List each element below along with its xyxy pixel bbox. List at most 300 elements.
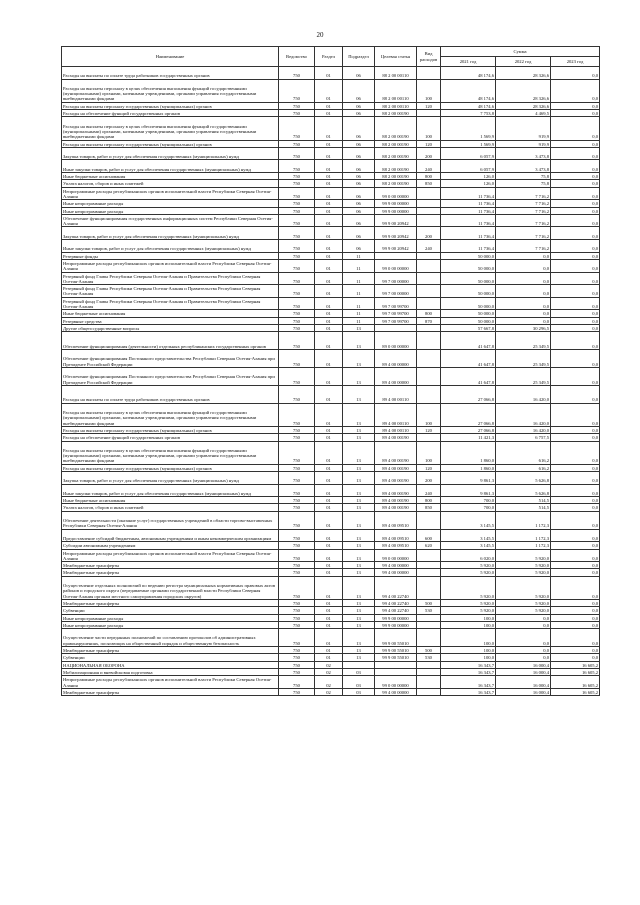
cell-2023: 16 605,2 [551,668,600,675]
cell-2021: 9 861,3 [441,484,496,497]
cell-2023: 0,0 [551,621,600,628]
table-row [62,621,600,628]
cell-target: 99 0 00 00000 [375,259,417,272]
cell-2022: 16 000,4 [496,661,551,668]
cell-section: 01 [315,367,343,385]
cell-subsection: 13 [343,562,375,569]
cell-dept: 750 [279,147,315,160]
cell-section: 01 [315,403,343,426]
cell-2023: 0,0 [551,385,600,403]
cell-section: 01 [315,240,343,253]
cell-expense-type [417,385,441,403]
cell-2021: 41 647,8 [441,332,496,350]
cell-target: 99 9 00 55010 [375,629,417,647]
cell-target: 99 9 00 20942 [375,214,417,227]
cell-expense-type: 200 [417,227,441,240]
table-row [62,297,600,310]
cell-target: 89 4 00 00110 [375,403,417,426]
table-row [62,187,600,200]
cell-2021: 1 860,0 [441,464,496,471]
cell-2022: 919,9 [496,117,551,140]
cell-subsection: 06 [343,117,375,140]
cell-name: Обеспечение функционирования Постоянного представительства Республики Северная Осетия-Алания при Президенте Российской Федерации [62,350,279,368]
cell-2021: 3 145,5 [441,542,496,549]
cell-expense-type: 100 [417,79,441,102]
cell-subsection: 11 [343,317,375,324]
cell-subsection [343,661,375,668]
cell-2022: 5 920,0 [496,576,551,599]
table-row [62,607,600,614]
cell-2021: 126,0 [441,180,496,187]
table-row [62,173,600,180]
cell-name: Осуществление отдельных полномочий по ведению регистра муниципальных нормативных правовых актов районов и городского округа (передаваемые органами государственной власти Республики Северная Осетия-Алания органам местного самоуправления городских округов) [62,576,279,599]
header-name: Наименование [62,47,279,67]
cell-2022: 16 420,0 [496,385,551,403]
cell-2023: 0,0 [551,629,600,647]
cell-target: 99 0 00 00000 [375,187,417,200]
table-row [62,504,600,511]
cell-subsection: 13 [343,464,375,471]
cell-2023: 0,0 [551,259,600,272]
cell-expense-type: 100 [417,441,441,464]
header-sum: Сумма [441,47,600,57]
cell-section: 01 [315,599,343,606]
cell-expense-type [417,272,441,285]
cell-expense-type [417,668,441,675]
page-number: 20 [316,31,324,39]
cell-2022: 6 757,5 [496,434,551,441]
cell-2023: 0,0 [551,472,600,485]
cell-section: 01 [315,464,343,471]
cell-2023: 0,0 [551,252,600,259]
budget-table [61,46,600,696]
cell-expense-type [417,434,441,441]
cell-2022: 0,0 [496,285,551,298]
cell-2021: 48 174,6 [441,67,496,80]
cell-name: Межбюджетные трансферты [62,688,279,695]
cell-subsection: 13 [343,472,375,485]
cell-dept: 750 [279,576,315,599]
table-row [62,317,600,324]
cell-section: 01 [315,621,343,628]
cell-dept: 750 [279,403,315,426]
cell-target: 99 9 00 00000 [375,200,417,207]
header-target: Целевая статья [375,47,417,67]
cell-subsection: 13 [343,542,375,549]
cell-name: Иные непрограммные расходы [62,207,279,214]
cell-target: 99 9 00 00000 [375,207,417,214]
table-row [62,676,600,689]
cell-expense-type [417,562,441,569]
cell-target: 89 4 00 09510 [375,529,417,542]
cell-name: Расходы на обеспечение функций государственных органов [62,434,279,441]
cell-2022: 616,2 [496,464,551,471]
cell-2022: 0,0 [496,654,551,661]
cell-2023: 0,0 [551,614,600,621]
cell-2023: 16 605,2 [551,661,600,668]
cell-subsection: 13 [343,599,375,606]
cell-target: 89 4 00 09510 [375,542,417,549]
cell-subsection: 13 [343,385,375,403]
table-row [62,668,600,675]
cell-2022: 0,0 [496,614,551,621]
cell-subsection: 13 [343,569,375,576]
cell-target: 88 2 00 00190 [375,147,417,160]
cell-section: 01 [315,317,343,324]
cell-subsection: 06 [343,110,375,117]
cell-dept: 750 [279,259,315,272]
cell-dept: 750 [279,200,315,207]
cell-subsection: 13 [343,511,375,529]
cell-2023: 16 605,2 [551,676,600,689]
cell-name: Иные закупки товаров, работ и услуг для обеспечения государственных (муниципальных) нужд [62,240,279,253]
cell-name: Расходы на обеспечение функций государственных органов [62,110,279,117]
cell-expense-type [417,187,441,200]
cell-2021: 100,0 [441,621,496,628]
cell-section: 01 [315,497,343,504]
table-row [62,497,600,504]
cell-2021: 27 066,8 [441,426,496,433]
cell-2022: 919,9 [496,140,551,147]
cell-2023: 0,0 [551,147,600,160]
cell-name: Обеспечение деятельности (оказание услуг) государственных учреждений в области торгово-выставочных Республики Северная Осетия-Алания [62,511,279,529]
table-row [62,569,600,576]
cell-dept: 750 [279,647,315,654]
table-row [62,562,600,569]
table-row [62,214,600,227]
cell-2023: 0,0 [551,332,600,350]
cell-2023: 0,0 [551,297,600,310]
cell-2023: 0,0 [551,272,600,285]
cell-2021: 50 000,0 [441,285,496,298]
table-row [62,441,600,464]
cell-2022: 5 920,0 [496,549,551,562]
table-row [62,117,600,140]
cell-section: 01 [315,607,343,614]
cell-2022: 16 000,4 [496,676,551,689]
cell-dept: 750 [279,688,315,695]
cell-2022: 16 000,4 [496,688,551,695]
cell-target: 99 4 00 00000 [375,562,417,569]
cell-subsection: 06 [343,200,375,207]
cell-2021: 3 145,5 [441,511,496,529]
cell-expense-type [417,252,441,259]
cell-dept: 750 [279,252,315,259]
cell-dept: 750 [279,173,315,180]
cell-target [375,252,417,259]
cell-section: 01 [315,549,343,562]
cell-2022: 75,8 [496,180,551,187]
cell-subsection: 13 [343,549,375,562]
cell-subsection: 11 [343,297,375,310]
cell-2022: 7 716,2 [496,187,551,200]
cell-expense-type [417,629,441,647]
cell-section: 01 [315,110,343,117]
cell-name: Осуществление части переданных полномочий по составлению протоколов об административных правонарушениях, посягающих на общественный порядок и общественную безопасность [62,629,279,647]
cell-section: 01 [315,324,343,331]
cell-expense-type [417,688,441,695]
cell-subsection: 13 [343,332,375,350]
cell-subsection: 06 [343,147,375,160]
cell-target: 99 4 00 00000 [375,569,417,576]
cell-target: 99 0 00 00000 [375,676,417,689]
cell-expense-type [417,259,441,272]
cell-2023: 0,0 [551,569,600,576]
table-row [62,385,600,403]
header-section: Раздел [315,47,343,67]
cell-2022: 3 473,8 [496,147,551,160]
cell-2023: 0,0 [551,511,600,529]
cell-2022: 0,0 [496,629,551,647]
cell-2023: 0,0 [551,441,600,464]
cell-dept: 750 [279,102,315,109]
cell-2023: 0,0 [551,200,600,207]
cell-2022: 0,0 [496,647,551,654]
cell-2023: 0,0 [551,79,600,102]
cell-subsection: 13 [343,403,375,426]
table-row [62,207,600,214]
header-2022: 2022 год [496,57,551,67]
cell-expense-type [417,576,441,599]
cell-expense-type: 120 [417,140,441,147]
cell-2021: 57 667,8 [441,324,496,331]
cell-name: Непрограммные расходы республиканских органов исполнительной власти Республики Северная Осетия-Алания [62,259,279,272]
cell-subsection: 13 [343,484,375,497]
cell-name: Субсидии автономным учреждениям [62,542,279,549]
header-subsection: Подраздел [343,47,375,67]
cell-target: 89 4 00 00110 [375,385,417,403]
cell-2023: 0,0 [551,367,600,385]
cell-dept: 750 [279,285,315,298]
cell-2021: 48 174,6 [441,79,496,102]
cell-2021: 1 569,9 [441,117,496,140]
cell-2023: 16 605,2 [551,688,600,695]
cell-target: 89 4 00 00190 [375,497,417,504]
cell-expense-type [417,207,441,214]
cell-dept: 750 [279,529,315,542]
cell-section: 01 [315,79,343,102]
table-row [62,511,600,529]
cell-subsection: 06 [343,102,375,109]
cell-2021: 6 020,0 [441,549,496,562]
cell-section: 01 [315,614,343,621]
cell-name: Закупка товаров, работ и услуг для обеспечения государственных (муниципальных) нужд [62,147,279,160]
table-row [62,403,600,426]
cell-target: 99 7 00 99700 [375,297,417,310]
cell-2022: 16 000,4 [496,668,551,675]
cell-expense-type [417,332,441,350]
cell-expense-type [417,200,441,207]
cell-2021: 50 000,0 [441,310,496,317]
cell-expense-type: 120 [417,464,441,471]
cell-dept: 750 [279,310,315,317]
cell-2023: 0,0 [551,576,600,599]
cell-2021: 100,0 [441,614,496,621]
cell-section: 01 [315,350,343,368]
cell-section: 01 [315,272,343,285]
cell-section: 01 [315,441,343,464]
cell-2022: 16 420,0 [496,426,551,433]
header-dept: Ведомство [279,47,315,67]
cell-expense-type [417,214,441,227]
cell-expense-type: 200 [417,472,441,485]
cell-name: Иные бюджетные ассигнования [62,173,279,180]
cell-2022: 3 473,8 [496,160,551,173]
cell-section: 01 [315,504,343,511]
cell-name: Субвенции [62,654,279,661]
cell-target: 99 7 00 00000 [375,272,417,285]
cell-target: 88 2 00 00190 [375,160,417,173]
cell-2023: 0,0 [551,549,600,562]
cell-name: Уплата налогов, сборов и иных платежей [62,504,279,511]
cell-name: Расходы на выплаты персоналу в целях обеспечения выполнения функций государственными (муниципальными) органами, казенными учреждениями, органами управления государственными внебюджетными фондами [62,117,279,140]
cell-dept: 750 [279,110,315,117]
cell-target: 99 9 00 55010 [375,647,417,654]
table-row [62,324,600,331]
cell-2021: 100,0 [441,654,496,661]
cell-expense-type: 800 [417,497,441,504]
cell-2022: 7 716,2 [496,214,551,227]
cell-2021: 16 343,7 [441,661,496,668]
cell-2023: 0,0 [551,350,600,368]
cell-2023: 0,0 [551,647,600,654]
table-row [62,654,600,661]
cell-expense-type [417,110,441,117]
cell-name: Непрограммные расходы республиканских органов исполнительной власти Республики Северная Осетия-Алания [62,187,279,200]
cell-section: 01 [315,285,343,298]
cell-name: Другие общегосударственные вопросы [62,324,279,331]
cell-2023: 0,0 [551,654,600,661]
cell-expense-type [417,511,441,529]
cell-2021: 11 736,4 [441,227,496,240]
cell-2023: 0,0 [551,599,600,606]
cell-dept: 750 [279,160,315,173]
cell-target [375,668,417,675]
cell-2021: 1 860,0 [441,441,496,464]
cell-section: 01 [315,173,343,180]
cell-expense-type [417,297,441,310]
cell-name: Межбюджетные трансферты [62,562,279,569]
cell-target: 99 4 00 22740 [375,576,417,599]
table-row [62,67,600,80]
cell-dept: 750 [279,504,315,511]
cell-name: Резервный фонд Главы Республики Северная Осетия-Алания и Правительства Республики Северная Осетия-Алания [62,297,279,310]
cell-2021: 3 145,5 [441,529,496,542]
cell-dept: 750 [279,661,315,668]
cell-2021: 41 647,8 [441,367,496,385]
cell-2021: 11 736,4 [441,207,496,214]
cell-2023: 0,0 [551,227,600,240]
cell-dept: 750 [279,654,315,661]
table-row [62,542,600,549]
cell-2021: 48 174,6 [441,102,496,109]
cell-2021: 27 066,8 [441,403,496,426]
cell-name: Расходы на выплаты персоналу в целях обеспечения выполнения функций государственными (муниципальными) органами, казенными учреждениями, органами управления государственными внебюджетными фондами [62,79,279,102]
cell-dept: 750 [279,207,315,214]
cell-2023: 0,0 [551,607,600,614]
cell-2023: 0,0 [551,110,600,117]
cell-expense-type: 600 [417,529,441,542]
cell-2021: 5 920,0 [441,569,496,576]
table-row [62,661,600,668]
cell-2023: 0,0 [551,562,600,569]
cell-name: Расходы на выплаты персоналу государственных (муниципальных) органов [62,426,279,433]
cell-section: 01 [315,385,343,403]
cell-target: 88 2 00 00190 [375,180,417,187]
cell-target: 89 4 00 00190 [375,472,417,485]
cell-name: Расходы на выплаты персоналу в целях обеспечения выполнения функций государственными (муниципальными) органами, казенными учреждениями, органами управления государственными внебюджетными фондами [62,403,279,426]
cell-section: 01 [315,117,343,140]
cell-2021: 5 920,0 [441,599,496,606]
cell-subsection: 13 [343,367,375,385]
cell-expense-type [417,67,441,80]
cell-2023: 0,0 [551,117,600,140]
table-row [62,629,600,647]
cell-2023: 0,0 [551,67,600,80]
cell-name: Уплата налогов, сборов и иных платежей [62,180,279,187]
table-row [62,102,600,109]
cell-name: Иные бюджетные ассигнования [62,310,279,317]
cell-2021: 6 057,9 [441,147,496,160]
cell-target: 99 9 00 00000 [375,621,417,628]
cell-subsection: 13 [343,654,375,661]
cell-dept: 750 [279,549,315,562]
cell-section: 01 [315,140,343,147]
cell-expense-type [417,549,441,562]
table-row [62,614,600,621]
header-expense-type: Вид расходов [417,47,441,67]
cell-target: 99 9 00 55010 [375,654,417,661]
cell-dept: 750 [279,614,315,621]
cell-target: 89 4 00 00000 [375,367,417,385]
cell-2021: 5 920,0 [441,576,496,599]
cell-2023: 0,0 [551,207,600,214]
cell-subsection: 06 [343,227,375,240]
cell-2021: 100,0 [441,647,496,654]
cell-section: 01 [315,180,343,187]
cell-2022: 16 420,0 [496,403,551,426]
table-row [62,472,600,485]
cell-section: 01 [315,654,343,661]
cell-dept: 750 [279,542,315,549]
cell-2021: 11 736,4 [441,200,496,207]
cell-subsection: 11 [343,272,375,285]
cell-expense-type: 800 [417,310,441,317]
cell-section: 01 [315,569,343,576]
cell-subsection: 06 [343,160,375,173]
cell-dept: 750 [279,511,315,529]
cell-expense-type: 850 [417,180,441,187]
cell-dept: 750 [279,350,315,368]
cell-target: 89 4 00 00190 [375,504,417,511]
cell-2022: 1 172,3 [496,542,551,549]
cell-2022: 7 716,2 [496,227,551,240]
cell-target: 88 2 00 00110 [375,79,417,102]
cell-name: Иные закупки товаров, работ и услуг для обеспечения государственных (муниципальных) нужд [62,484,279,497]
cell-subsection: 13 [343,529,375,542]
cell-name: Межбюджетные трансферты [62,647,279,654]
cell-subsection: 13 [343,504,375,511]
cell-subsection: 06 [343,79,375,102]
cell-2022: 25 349,5 [496,332,551,350]
table-row [62,688,600,695]
cell-section: 01 [315,332,343,350]
cell-name: Мобилизационная и вневойсковая подготовка [62,668,279,675]
cell-2022: 28 326,6 [496,102,551,109]
cell-section: 01 [315,147,343,160]
cell-2022: 0,0 [496,252,551,259]
cell-name: Закупка товаров, работ и услуг для обеспечения государственных (муниципальных) нужд [62,227,279,240]
